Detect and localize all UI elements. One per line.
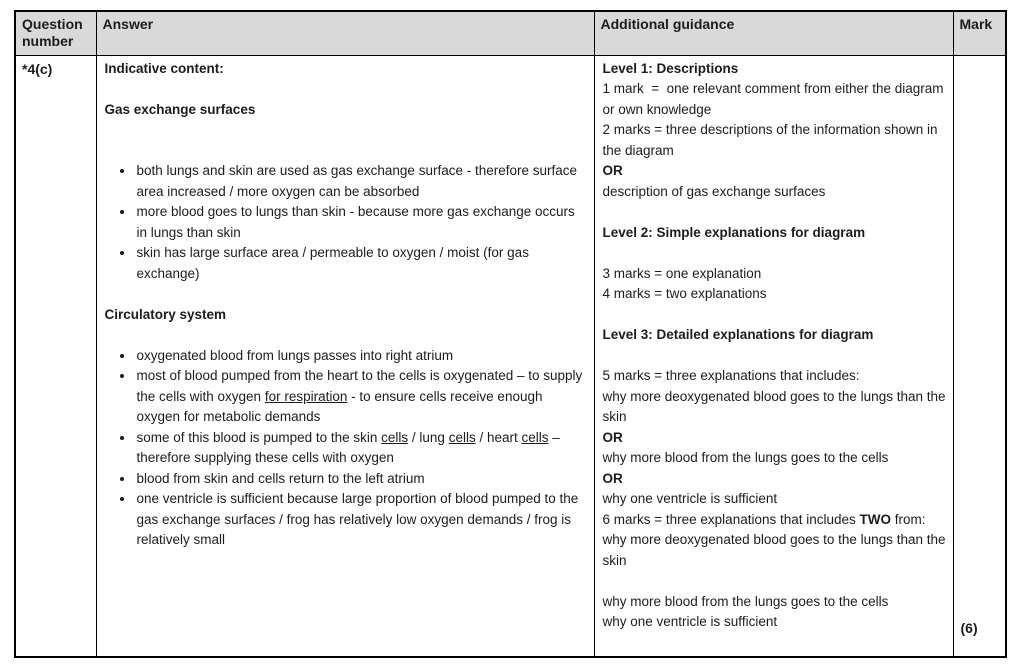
blank-line (105, 325, 586, 346)
text-segment: blood from skin and cells return to the left atrium (136, 470, 425, 486)
guidance-cell (594, 55, 953, 657)
text-segment: why more deoxygenated blood goes to the lungs than the skin (602, 388, 950, 424)
blank-line (603, 243, 949, 264)
mark-scheme-table (14, 10, 1007, 658)
text-segment: / heart (475, 429, 522, 445)
guidance-line (603, 592, 949, 613)
bullet-item (135, 469, 586, 490)
bullet-item (135, 346, 586, 367)
text-segment: from: (891, 511, 926, 527)
bullet-item (135, 489, 586, 551)
text-segment: OR (602, 163, 623, 178)
mark-cell (953, 55, 1006, 657)
text-segment: why more blood from the lungs goes to the cells (602, 593, 889, 609)
guidance-line (603, 120, 949, 161)
section-heading: Gas exchange surfaces (104, 101, 256, 117)
text-segment: both lungs and skin are used as gas exchange surface - therefore surface area increased / more oxygen can be absorbed (136, 163, 578, 199)
text-segment: cells (521, 429, 549, 445)
guidance-line (603, 366, 949, 387)
blank-line (603, 305, 949, 326)
text-segment: OR (602, 429, 623, 445)
text-segment: why one ventricle is sufficient (602, 614, 778, 629)
blank-line (603, 346, 949, 367)
text-segment: for respiration (264, 388, 348, 404)
text-segment: 4 marks = two explanations (602, 286, 767, 301)
bullet-item (135, 428, 586, 469)
text-segment: 3 marks = one explanation (602, 265, 762, 281)
text-segment: oxygenated blood from lungs passes into right atrium (136, 347, 454, 363)
blank-line (105, 141, 586, 162)
guidance-line (603, 469, 949, 490)
text-segment: most of blood pumped from the heart to the cells is oxygenated – to supply the cells with oxygen (136, 368, 583, 404)
header-row (15, 11, 1006, 55)
mark-value: (6) (960, 619, 978, 636)
guidance-line (603, 182, 949, 203)
guidance-line (603, 264, 949, 285)
guidance-line (603, 387, 949, 428)
blank-line (603, 571, 949, 592)
text-segment: TWO (859, 511, 892, 527)
text-segment: – therefore supplying these cells with oxygen (136, 429, 560, 465)
question-row (15, 55, 1006, 657)
guidance-line (603, 510, 949, 531)
text-segment: - to ensure cells receive enough oxygen for metabolic demands (136, 388, 543, 424)
guidance-line (603, 489, 949, 510)
blank-line (105, 79, 586, 100)
bullet-item (135, 366, 586, 428)
section-heading: Level 2: Simple explanations for diagram (602, 224, 866, 240)
bullet-list (105, 161, 586, 284)
header-answer: Answer (96, 11, 594, 55)
text-segment: cells (448, 429, 476, 445)
guidance-line (603, 161, 949, 182)
text-segment: why one ventricle is sufficient (602, 491, 778, 506)
text-segment: OR (602, 470, 623, 486)
guidance-line (603, 530, 949, 571)
section-heading: Level 1: Descriptions (602, 60, 739, 76)
header-mark: Mark (953, 11, 1006, 55)
text-segment: cells (381, 429, 409, 445)
header-question-number: Question number (15, 11, 96, 55)
section-heading: Circulatory system (104, 306, 227, 322)
guidance-line (603, 79, 949, 120)
text-segment: more blood goes to lungs than skin - because more gas exchange occurs in lungs than skin (136, 204, 575, 240)
text-segment: description of gas exchange surfaces (602, 183, 826, 199)
blank-line (105, 284, 586, 305)
text-segment: 5 marks = three explanations that includes: (602, 368, 860, 383)
question-number-cell: *4(c) (15, 55, 96, 657)
text-segment: why more deoxygenated blood goes to the lungs than the skin (602, 532, 950, 568)
guidance-line (603, 428, 949, 449)
bullet-item (135, 243, 586, 284)
text-segment: / lung (408, 429, 449, 445)
bullet-item (135, 202, 586, 243)
text-segment: one ventricle is sufficient because large proportion of blood pumped to the gas exchange surfaces / frog has relatively low oxygen demands / frog is relatively small (136, 491, 579, 547)
guidance-line (603, 448, 949, 469)
guidance-line (603, 284, 949, 305)
text-segment: some of this blood is pumped to the skin (136, 429, 382, 445)
text-segment: 1 mark = one relevant comment from either the diagram or own knowledge (602, 81, 948, 117)
blank-line (603, 202, 949, 223)
bullet-item (135, 161, 586, 202)
answer-cell (96, 55, 594, 657)
bullet-list (105, 346, 586, 551)
text-segment: 6 marks = three explanations that includes (602, 511, 860, 527)
text-segment: skin has large surface area / permeable to oxygen / moist (for gas exchange) (136, 245, 529, 281)
section-heading: Level 3: Detailed explanations for diagram (602, 327, 874, 342)
header-additional-guidance: Additional guidance (594, 11, 953, 55)
guidance-line (603, 612, 949, 633)
text-segment: why more blood from the lungs goes to the cells (602, 450, 889, 465)
section-heading: Indicative content: (104, 60, 224, 76)
blank-line (105, 120, 586, 141)
text-segment: 2 marks = three descriptions of the information shown in the diagram (602, 122, 942, 158)
